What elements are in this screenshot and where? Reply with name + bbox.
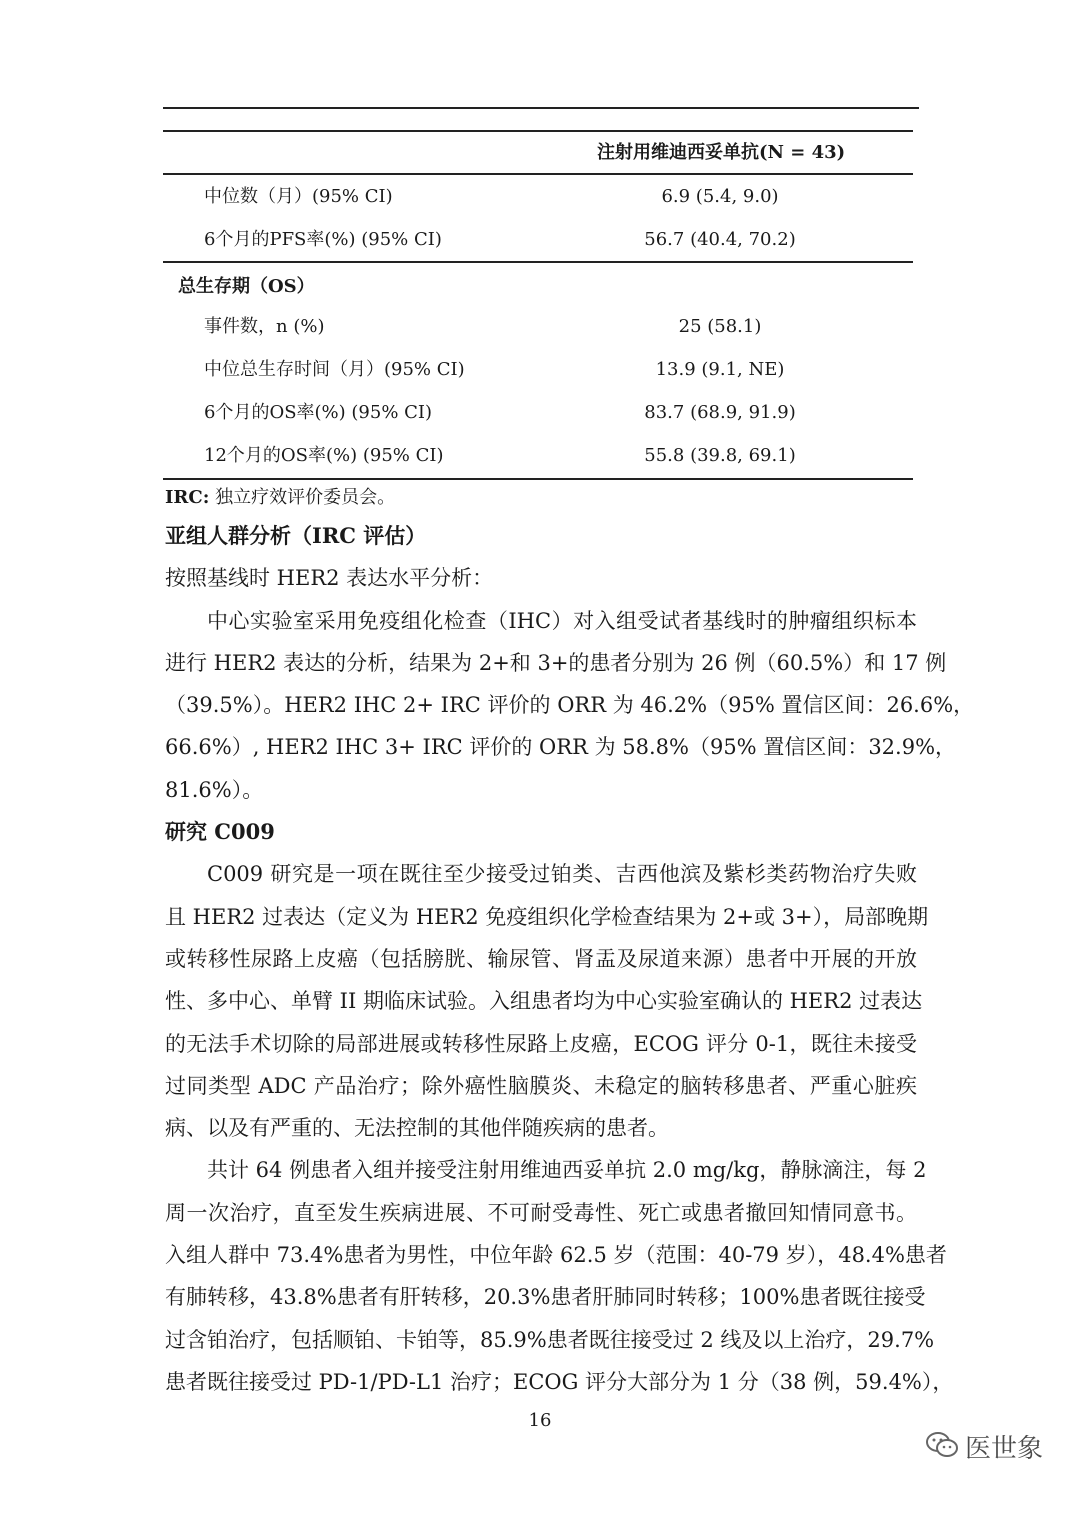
body-text (165, 515, 975, 1403)
paragraph-line: 过同类型 ADC 产品治疗；除外癌性脑膜炎、未稳定的脑转移患者、严重心脏疾 (165, 1073, 917, 1098)
paragraph-line: 入组人群中 73.4%患者为男性，中位年龄 62.5 岁（范围：40-79 岁），48.4%患者 (165, 1243, 947, 1268)
paragraph-line: C009 研究是一项在既往至少接受过铂类、吉西他滨及紫杉类药物治疗失败 (207, 862, 917, 887)
footnote-definition: 独立疗效评价委员会。 (209, 487, 396, 508)
table-header-rule-top (163, 130, 913, 132)
table-row-label: 事件数，n (%) (204, 316, 325, 337)
table-header-rule-bottom (163, 173, 913, 175)
table-row-label: 6个月的OS率(%) (95% CI) (204, 402, 433, 423)
paragraph-line: 的无法手术切除的局部进展或转移性尿路上皮癌，ECOG 评分 0-1，既往未接受 (165, 1031, 917, 1056)
paragraph-line: 或转移性尿路上皮癌（包括膀胱、输尿管、肾盂及尿道来源）患者中开展的开放 (165, 946, 917, 971)
table-row-value: 6.9 (5.4, 9.0) (661, 186, 779, 207)
table-column-header: 注射用维迪西妥单抗(N = 43) (597, 142, 846, 163)
table-row-value: 83.7 (68.9, 91.9) (644, 402, 796, 423)
table-top-rule (163, 107, 919, 109)
paragraph-line: 66.6%）, HER2 IHC 3+ IRC 评价的 ORR 为 58.8%（95% 置信区间：32.9%， (165, 735, 957, 760)
section-heading-subgroup: 亚组人群分析（IRC 评估） (165, 523, 427, 548)
watermark-text: 医世象 (965, 1434, 1044, 1464)
table-row-value: 55.8 (39.8, 69.1) (644, 445, 796, 466)
table-row-label: 12个月的OS率(%) (95% CI) (204, 445, 444, 466)
table-row-value: 13.9 (9.1, NE) (655, 359, 785, 380)
table-section-rule (163, 261, 913, 263)
paragraph-line: 进行 HER2 表达的分析，结果为 2+和 3+的患者分别为 26 例（60.5%）和 17 例 (165, 650, 947, 675)
section-heading-study: 研究 C009 (165, 819, 275, 845)
paragraph-line: 患者既往接受过 PD-1/PD-L1 治疗；ECOG 评分大部分为 1 分（38 例，59.4%）， (165, 1369, 954, 1394)
table-row-value: 56.7 (40.4, 70.2) (644, 229, 796, 250)
watermark (925, 1428, 1043, 1465)
paragraph-line: 81.6%）。 (165, 777, 264, 802)
paragraph-line: 且 HER2 过表达（定义为 HER2 免疫组织化学检查结果为 2+或 3+），局部晚期 (165, 904, 929, 929)
subgroup-lead: 按照基线时 HER2 表达水平分析： (165, 566, 494, 591)
wechat-icon (925, 1430, 959, 1464)
page-number: 16 (528, 1410, 552, 1431)
paragraph-line: 病、以及有严重的、无法控制的其他伴随疾病的患者。 (165, 1116, 669, 1141)
footnote-term: IRC: (165, 487, 210, 508)
table-row-label: 中位数（月）(95% CI) (204, 186, 393, 207)
paragraph-line: 过含铂治疗，包括顺铂、卡铂等，85.9%患者既往接受过 2 线及以上治疗，29.7% (165, 1327, 935, 1352)
paragraph-line: 有肺转移，43.8%患者有肝转移，20.3%患者肝肺同时转移；100%患者既往接受 (165, 1285, 926, 1310)
table-footnote (165, 487, 395, 509)
table-row-label: 6个月的PFS率(%) (95% CI) (204, 229, 442, 250)
paragraph-line: （39.5%）。HER2 IHC 2+ IRC 评价的 ORR 为 46.2%（95% 置信区间：26.6%， (165, 693, 975, 718)
table-section-title: 总生存期（OS） (178, 276, 315, 297)
table-row-value: 25 (58.1) (678, 316, 762, 337)
paragraph-line: 性、多中心、单臂 II 期临床试验。入组患者均为中心实验室确认的 HER2 过表达 (165, 989, 923, 1014)
paragraph-line: 中心实验室采用免疫组化检查（IHC）对入组受试者基线时的肿瘤组织标本 (207, 608, 917, 633)
paragraph-line: 周一次治疗，直至发生疾病进展、不可耐受毒性、死亡或患者撤回知情同意书。 (165, 1200, 917, 1225)
table-row-label: 中位总生存时间（月）(95% CI) (204, 359, 465, 380)
table-bottom-rule (163, 478, 913, 480)
paragraph-line: 共计 64 例患者入组并接受注射用维迪西妥单抗 2.0 mg/kg，静脉滴注，每 2 (207, 1158, 927, 1183)
